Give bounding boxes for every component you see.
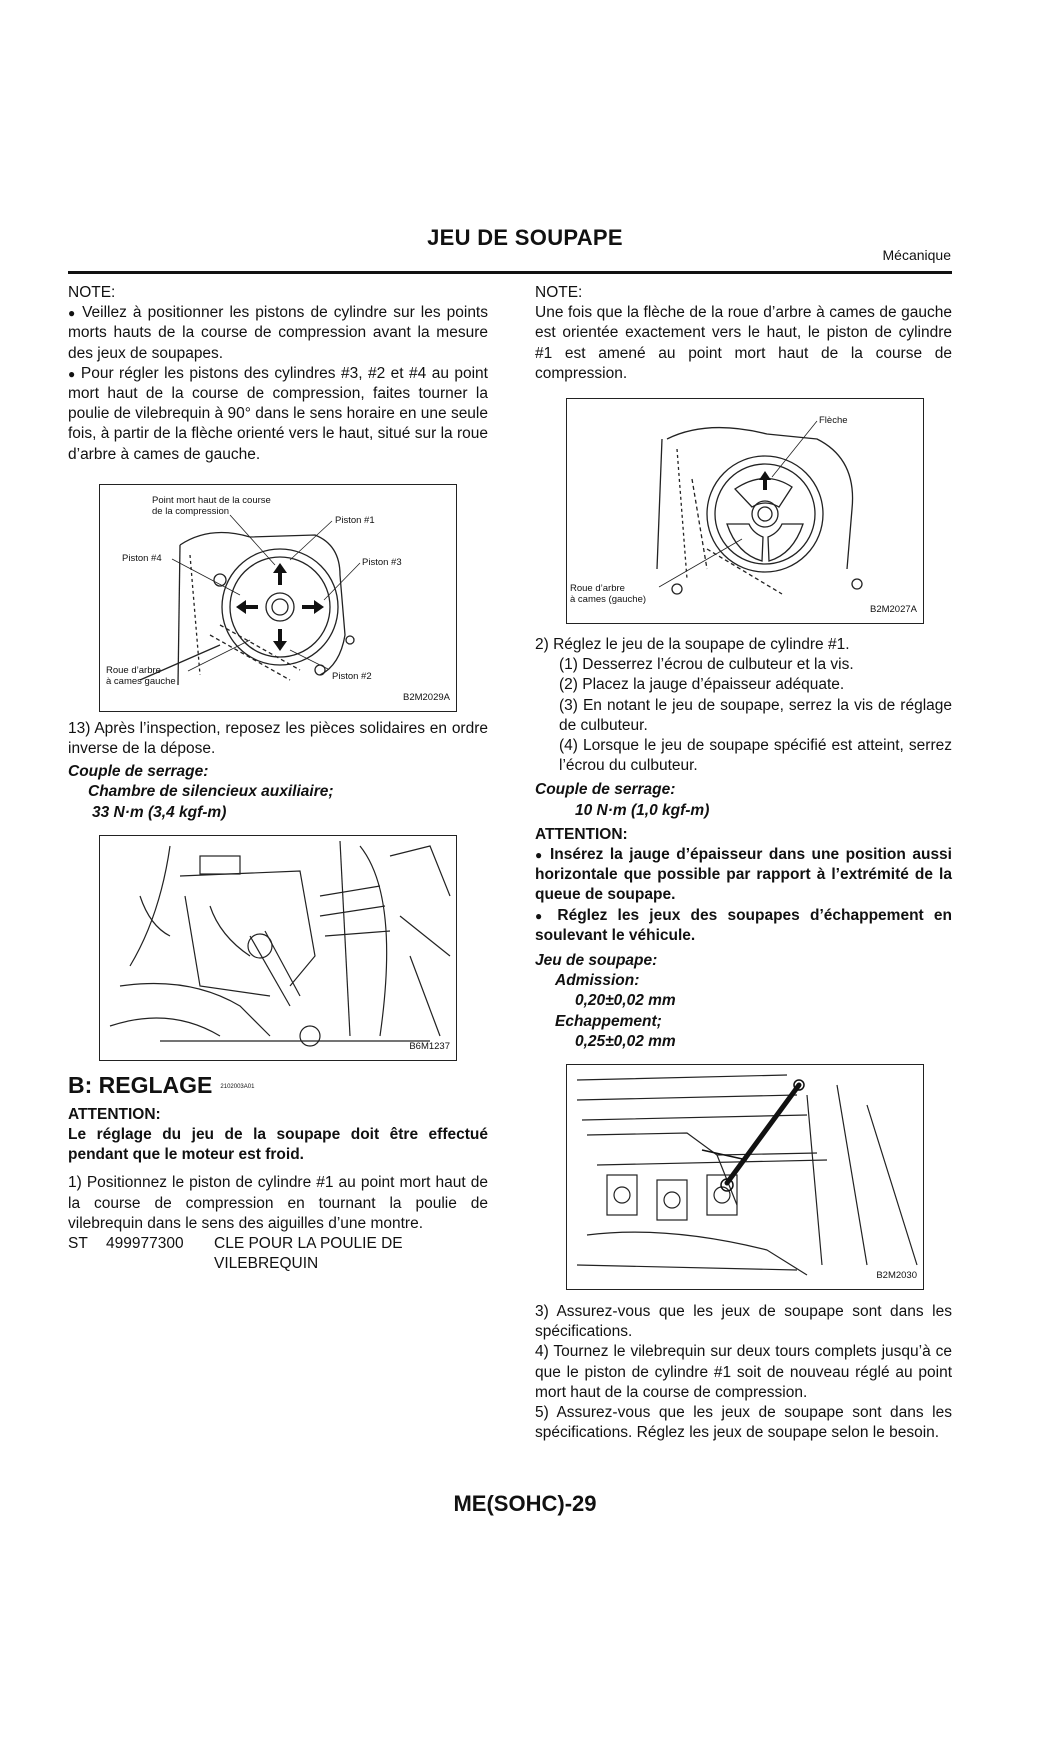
exhaust-label: Echappement; xyxy=(555,1012,662,1030)
attention-label: ATTENTION: xyxy=(68,1105,161,1123)
label-cam-wheel: Roue d’arbre à cames (gauche) xyxy=(570,583,647,606)
label-piston-4: Piston #4 xyxy=(122,552,162,564)
figure-silencer-chamber xyxy=(99,835,457,1061)
note-label: NOTE: xyxy=(535,284,583,301)
torque-value: 10 N·m (1,0 kgf-m) xyxy=(575,801,710,819)
figure-cam-arrow xyxy=(566,398,924,624)
label-piston-2: Piston #2 xyxy=(332,670,372,682)
section-b-title: B: REGLAGE xyxy=(68,1071,213,1098)
attention-bullet: ● Insérez la jauge d’épaisseur dans une position aussi horizontale que possible par rapport à l’extrémité de la queue de soupape. xyxy=(535,845,952,906)
note-bullet: ● Pour régler les pistons des cylindres #3, #2 et #4 au point mort haut de la course de compression, faites tourner la poulie de vilebrequin à 90° dans le sens horaire en une seule fois, à partir de la flèche orienté vers le haut, situé sur la roue d’arbre à cames de gauche. xyxy=(68,364,488,465)
attention-bullet: ● Réglez les jeux des soupapes d’échappement en soulevant le véhicule. xyxy=(535,906,952,946)
torque-item: Chambre de silencieux auxiliaire; xyxy=(88,783,334,801)
step-2: 2) Réglez le jeu de la soupape de cylindre #1. xyxy=(535,636,850,654)
section-b-tag: 2102003A01 xyxy=(220,1083,255,1090)
right-column xyxy=(535,283,952,1444)
section-b-heading xyxy=(68,1071,488,1098)
step-5: 5) Assurez-vous que les jeux de soupape sont dans les spécifications. Réglez les jeux de soupape selon le besoin. xyxy=(535,1404,952,1442)
label-cam-wheel: Roue d’arbre à cames gauche xyxy=(106,664,176,687)
label-arrow: Flèche xyxy=(819,415,848,427)
figure-cam-pulley-pistons xyxy=(99,484,457,712)
attention-text: Le réglage du jeu de la soupape doit être effectué pendant que le moteur est froid. xyxy=(68,1126,488,1164)
st-number: 499977300 xyxy=(106,1235,184,1253)
label-piston-1: Piston #1 xyxy=(335,514,375,526)
clearance-label: Jeu de soupape: xyxy=(535,952,658,970)
intake-value: 0,20±0,02 mm xyxy=(575,992,676,1010)
substep: (4) Lorsque le jeu de soupape spécifié est atteint, serrez l’écrou du culbuteur. xyxy=(559,737,952,775)
attention-label: ATTENTION: xyxy=(535,825,628,843)
step-13: 13) Après l’inspection, reposez les pièces solidaires en ordre inverse de la dépose. xyxy=(68,719,488,758)
rocker-arm-illustration xyxy=(567,1065,923,1289)
special-tool-row xyxy=(68,1234,488,1274)
exhaust-value: 0,25±0,02 mm xyxy=(575,1032,676,1050)
left-column xyxy=(68,283,488,1274)
label-tdc: Point mort haut de la course de la compression xyxy=(152,494,271,517)
header-rule xyxy=(68,271,952,274)
figure-code: B6M1237 xyxy=(409,1040,450,1052)
step-1: 1) Positionnez le piston de cylindre #1 au point mort haut de la course de compression en tournant la poulie de vilebrequin dans le sens des aiguilles d’une montre. xyxy=(68,1174,488,1232)
step-3: 3) Assurez-vous que les jeux de soupape sont dans les spécifications. xyxy=(535,1303,952,1341)
figure-feeler-gauge xyxy=(566,1064,924,1290)
note-label: NOTE: xyxy=(68,284,116,301)
torque-label: Couple de serrage: xyxy=(68,763,209,781)
intake-label: Admission: xyxy=(555,972,640,990)
note-bullet: ● Veillez à positionner les pistons de cylindre sur les points morts hauts de la course de compression avant la mesure des jeux de soupapes. xyxy=(68,303,488,364)
st-label: ST xyxy=(68,1235,88,1253)
section-label: Mécanique xyxy=(882,247,951,263)
st-description: CLE POUR LA POULIE DE VILEBREQUIN xyxy=(214,1235,403,1273)
torque-label: Couple de serrage: xyxy=(535,781,676,799)
label-piston-3: Piston #3 xyxy=(362,556,402,568)
substep: (1) Desserrez l’écrou de culbuteur et la vis. xyxy=(559,656,854,674)
page-title: JEU DE SOUPAPE xyxy=(427,225,623,250)
note-text: Une fois que la flèche de la roue d’arbre à cames de gauche est orientée exactement vers le haut, le piston de cylindre #1 est amené au point mort haut de la course de compression. xyxy=(535,304,952,382)
torque-value: 33 N·m (3,4 kgf-m) xyxy=(92,803,227,821)
page-number: ME(SOHC)-29 xyxy=(453,1491,597,1516)
figure-code: B2M2029A xyxy=(402,691,450,703)
step-4: 4) Tournez le vilebrequin sur deux tours complets jusqu’à ce que le piston de cylindre #1 soit de nouveau réglé au point mort haut de la course de compression. xyxy=(535,1343,952,1401)
engine-bay-illustration xyxy=(100,836,456,1060)
substep: (2) Placez la jauge d’épaisseur adéquate. xyxy=(559,676,845,694)
substep: (3) En notant le jeu de soupape, serrez la vis de réglage de culbuteur. xyxy=(559,696,952,734)
figure-code: B2M2027A xyxy=(869,603,917,615)
figure-code: B2M2030 xyxy=(876,1269,917,1281)
